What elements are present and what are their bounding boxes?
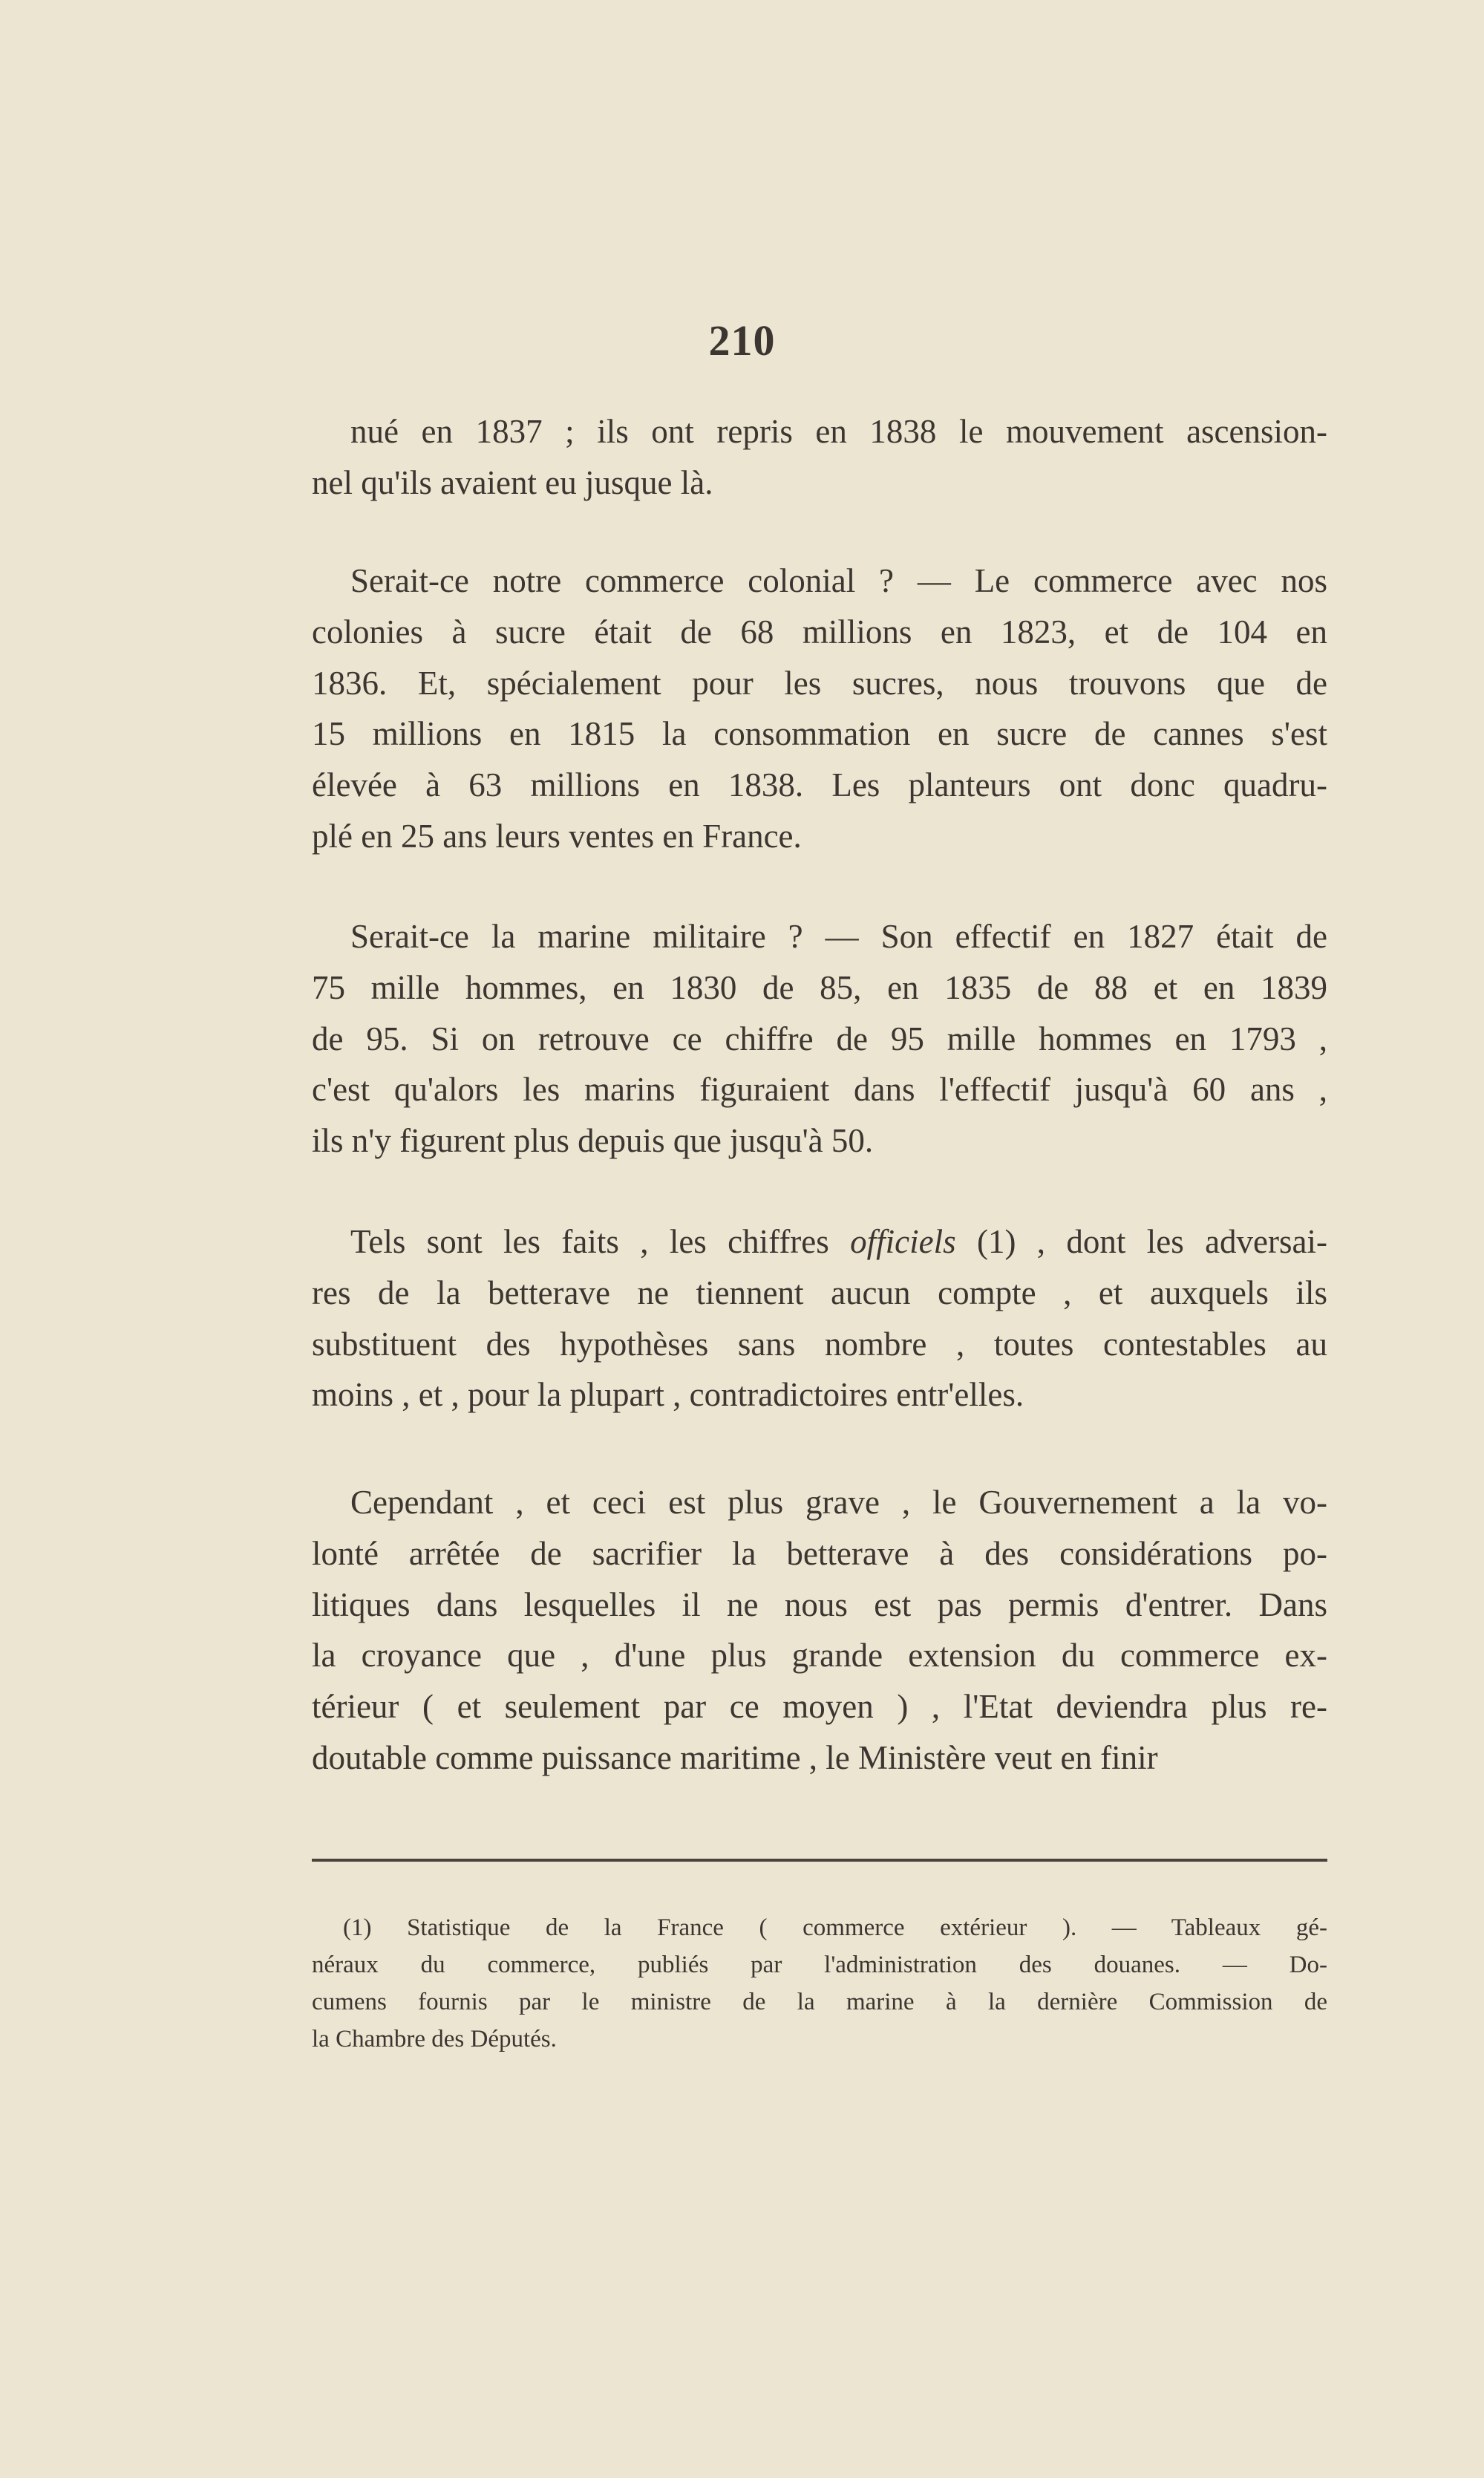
text-line: élevée à 63 millions en 1838. Les planteurs ont donc quadru- [312, 766, 1327, 804]
text-line: de 95. Si on retrouve ce chiffre de 95 mille hommes en 1793 , [312, 1020, 1327, 1057]
text-span: (1) , dont les adversai- [955, 1223, 1327, 1260]
footnote-line: néraux du commerce, publiés par l'administration des douanes. — Do- [312, 1952, 1327, 1978]
page-number: 210 [708, 316, 776, 365]
text-line: plé en 25 ans leurs ventes en France. [312, 818, 802, 855]
text-line: moins , et , pour la plupart , contradictoires entr'elles. [312, 1376, 1024, 1414]
text-line: térieur ( et seulement par ce moyen ) , l'Etat deviendra plus re- [312, 1688, 1327, 1726]
text-line: 1836. Et, spécialement pour les sucres, nous trouvons que de [312, 664, 1327, 702]
text-line: nué en 1837 ; ils ont repris en 1838 le mouvement ascension- [350, 413, 1327, 450]
text-line: Cependant , et ceci est plus grave , le Gouvernement a la vo- [350, 1484, 1327, 1521]
text-line: la croyance que , d'une plus grande extension du commerce ex- [312, 1637, 1327, 1675]
text-line: substituent des hypothèses sans nombre , toutes contestables au [312, 1325, 1327, 1363]
footnote-line: (1) Statistique de la France ( commerce extérieur ). — Tableaux gé- [343, 1914, 1327, 1941]
text-span: Tels sont les faits , les chiffres [350, 1223, 851, 1260]
text-line: colonies à sucre était de 68 millions en 1823, et de 104 en [312, 613, 1327, 651]
footnote-line: cumens fournis par le ministre de la marine à la dernière Commission de [312, 1989, 1327, 2015]
text-line: doutable comme puissance maritime , le Ministère veut en finir [312, 1739, 1158, 1776]
emphasis-text: officiels [850, 1223, 956, 1260]
text-line: litiques dans lesquelles il ne nous est pas permis d'entrer. Dans [312, 1585, 1327, 1623]
text-line [350, 1216, 1327, 1268]
text-line: c'est qu'alors les marins figuraient dans l'effectif jusqu'à 60 ans , [312, 1071, 1327, 1109]
footnote-line: la Chambre des Députés. [312, 2026, 557, 2052]
footnote-separator [312, 1859, 1327, 1862]
text-line: Serait-ce notre commerce colonial ? — Le commerce avec nos [350, 562, 1327, 599]
text-line: res de la betterave ne tiennent aucun compte , et auxquels ils [312, 1274, 1327, 1311]
text-line: 15 millions en 1815 la consommation en sucre de cannes s'est [312, 715, 1327, 753]
text-line: nel qu'ils avaient eu jusque là. [312, 463, 713, 501]
text-line: lonté arrêtée de sacrifier la betterave à des considérations po- [312, 1534, 1327, 1572]
text-line: 75 mille hommes, en 1830 de 85, en 1835 de 88 et en 1839 [312, 968, 1327, 1006]
text-line: Serait-ce la marine militaire ? — Son effectif en 1827 était de [350, 918, 1327, 955]
text-line: ils n'y figurent plus depuis que jusqu'à 50. [312, 1122, 874, 1160]
